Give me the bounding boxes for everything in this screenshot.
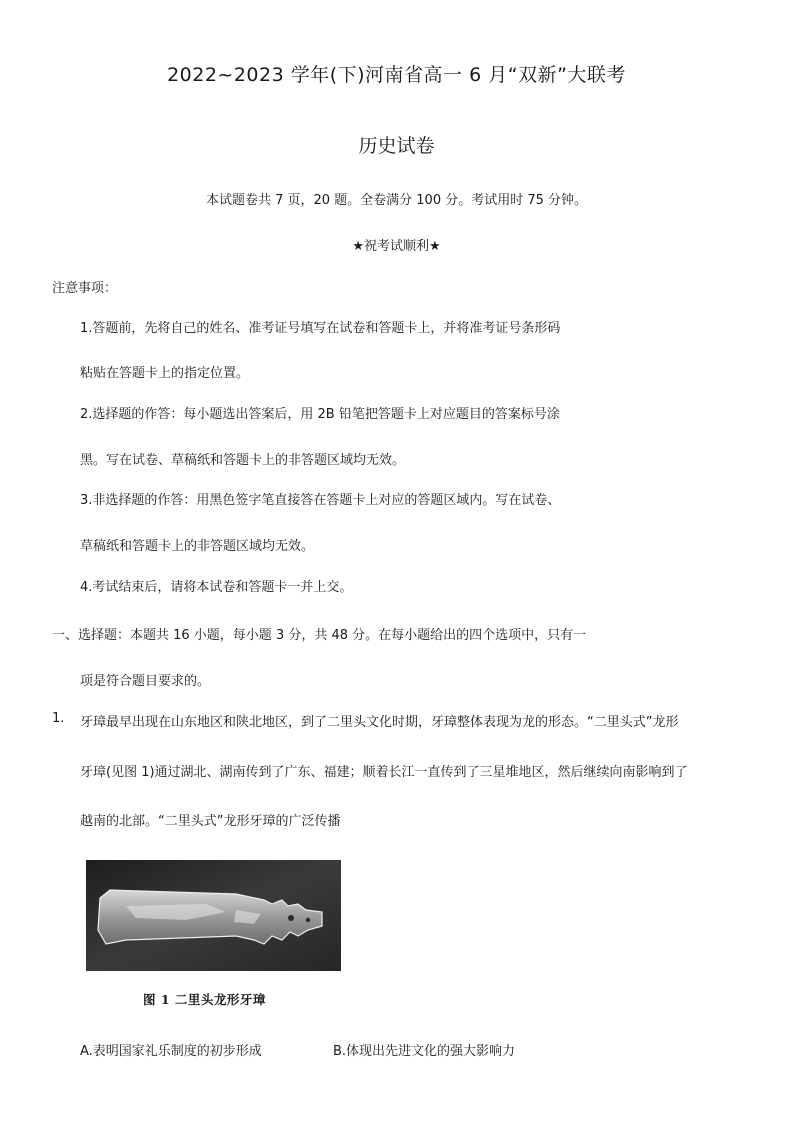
notice-line: 4.考试结束后，请将本试卷和答题卡一并上交。 [80,580,353,595]
notice-line: 草稿纸和答题卡上的非答题区域均无效。 [80,539,315,554]
yazhang-artifact-image [86,860,341,971]
figure-caption: 图 1 二里头龙形牙璋 [143,992,266,1007]
notice-line: 3.非选择题的作答：用黑色签字笔直接答在答题卡上对应的答题区域内。写在试卷、 [80,493,561,508]
notice-line: 粘贴在答题卡上的指定位置。 [80,366,250,381]
question-text: 越南的北部。“二里头式”龙形牙璋的广泛传播 [80,814,341,829]
notice-line: 2.选择题的作答：每小题选出答案后，用 2B 铅笔把答题卡上对应题目的答案标号涂 [80,407,560,422]
subject-title: 历史试卷 [358,135,435,157]
question-number: 1. [52,711,65,726]
option-b: B.体现出先进文化的强大影响力 [333,1044,516,1059]
notice-line: 黑。写在试卷、草稿纸和答题卡上的非答题区域均无效。 [80,453,406,468]
exam-title: 2022~2023 学年(下)河南省高一 6 月“双新”大联考 [167,64,626,86]
notice-heading: 注意事项： [52,281,118,296]
good-luck-line: ★祝考试顺利★ [352,239,441,254]
exam-info: 本试题卷共 7 页，20 题。全卷满分 100 分。考试用时 75 分钟。 [205,193,588,208]
notice-line: 1.答题前，先将自己的姓名、准考证号填写在试卷和答题卡上，并将准考证号条形码 [80,321,561,336]
yazhang-photo [86,860,341,971]
section-heading-cont: 项是符合题目要求的。 [80,674,211,689]
section-heading: 一、选择题：本题共 16 小题，每小题 3 分，共 48 分。在每小题给出的四个选项中，只有一 [52,628,587,643]
question-text: 牙璋最早出现在山东地区和陕北地区，到了二里头文化时期，牙璋整体表现为龙的形态。“二里头式”龙形 [80,715,679,730]
question-text: 牙璋(见图 1)通过湖北、湖南传到了广东、福建；顺着长江一直传到了三星堆地区，然后继续向南影响到了 [80,765,688,780]
option-a: A.表明国家礼乐制度的初步形成 [80,1044,262,1059]
